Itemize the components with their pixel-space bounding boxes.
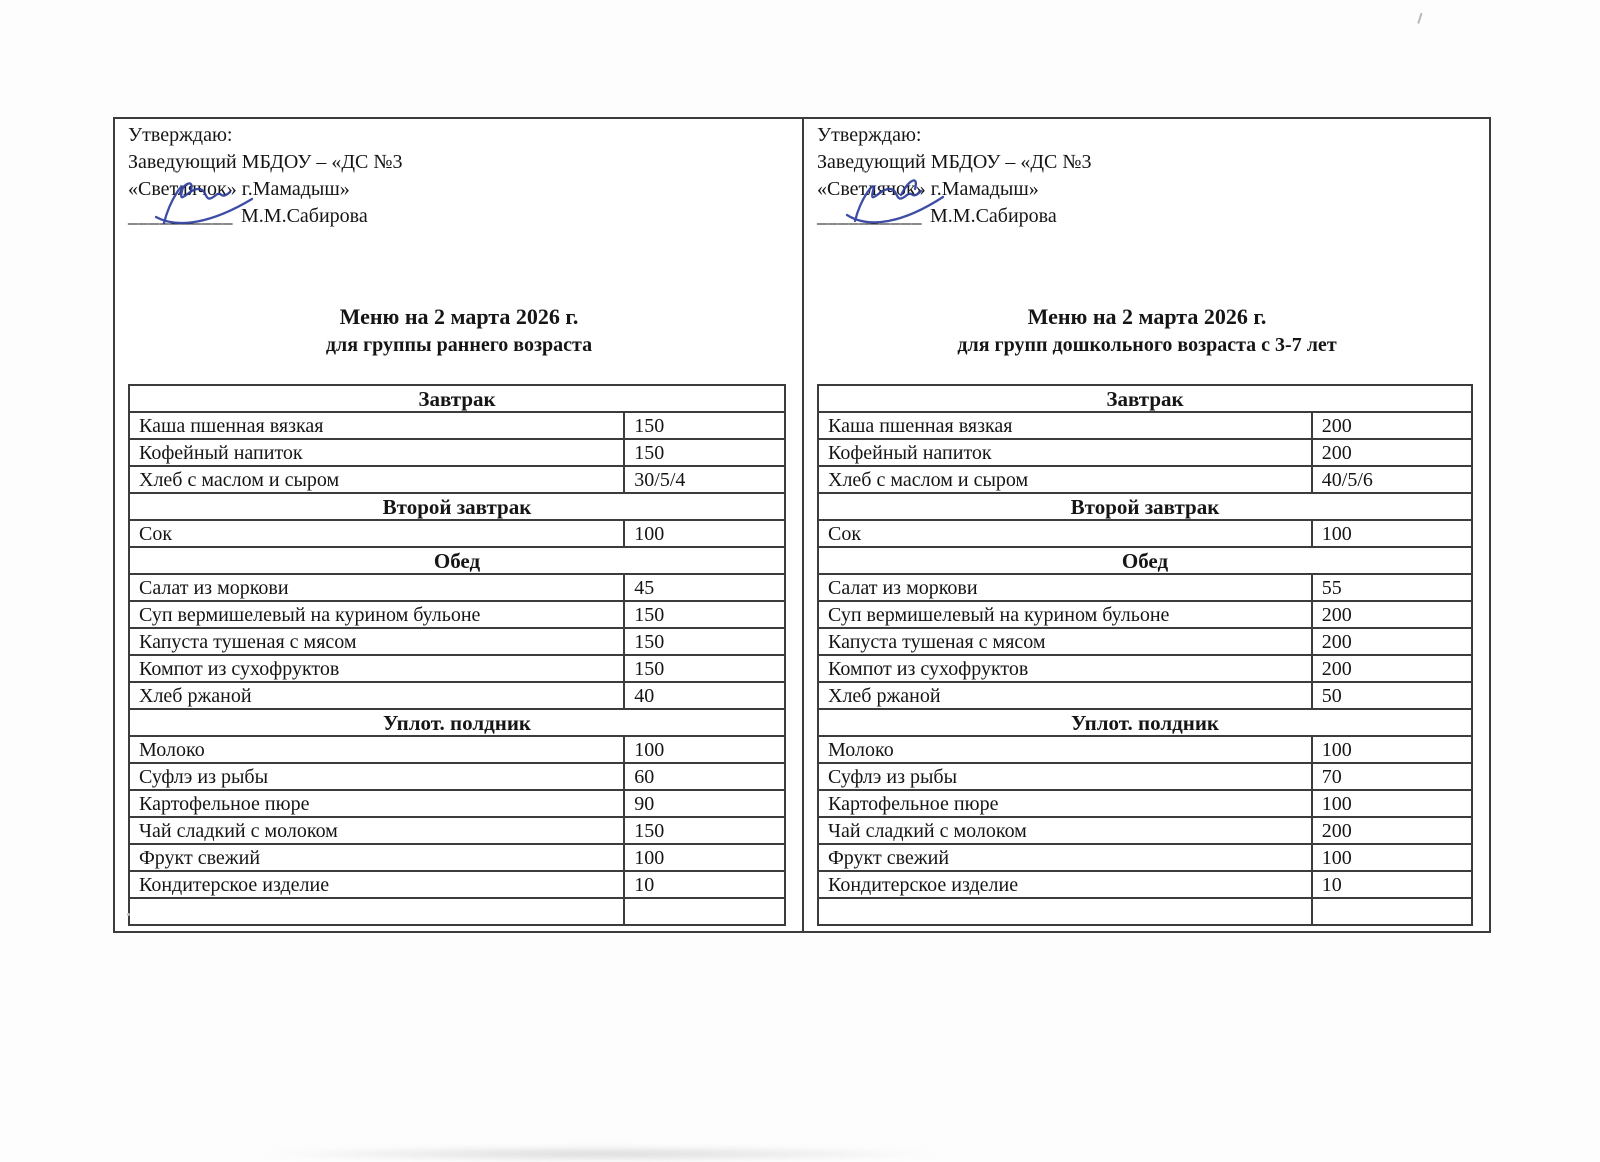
dish-name: Чай сладкий с молоком <box>129 817 624 844</box>
dish-name: Каша пшенная вязкая <box>129 412 624 439</box>
menu-row <box>129 682 785 709</box>
scan-artifact <box>250 1146 950 1162</box>
menu-row <box>129 466 785 493</box>
signer-name: М.М.Сабирова <box>241 205 368 227</box>
section-header: Второй завтрак <box>818 493 1472 520</box>
dish-name: Хлеб с маслом и сыром <box>129 466 624 493</box>
signer-name: М.М.Сабирова <box>930 205 1057 227</box>
section-header: Обед <box>129 547 785 574</box>
dish-name: Компот из сухофруктов <box>129 655 624 682</box>
dish-quantity: 55 <box>1312 574 1472 601</box>
menu-row <box>129 898 785 925</box>
dish-quantity: 100 <box>1312 736 1472 763</box>
approval-line: Заведующий МБДОУ – «ДС №3 <box>128 151 403 173</box>
menu-row <box>818 844 1472 871</box>
menu-row <box>129 790 785 817</box>
scanned-menu-sheet <box>113 117 1491 933</box>
section-header-row <box>818 385 1472 412</box>
dish-name: Картофельное пюре <box>129 790 624 817</box>
menu-row <box>818 763 1472 790</box>
dish-name: Компот из сухофруктов <box>818 655 1312 682</box>
dish-quantity: 90 <box>624 790 785 817</box>
menu-row <box>129 655 785 682</box>
dish-quantity: 40 <box>624 682 785 709</box>
dish-quantity: 150 <box>624 628 785 655</box>
menu-row <box>129 574 785 601</box>
menu-table-body <box>818 385 1472 925</box>
section-header: Уплот. полдник <box>129 709 785 736</box>
section-header-row <box>818 709 1472 736</box>
approval-line: «Светлячок» г.Мамадыш» <box>128 178 350 200</box>
dish-quantity: 150 <box>624 412 785 439</box>
menu-subtitle: для группы раннего возраста <box>325 334 593 356</box>
dish-quantity: 200 <box>1312 817 1472 844</box>
dish-quantity: 30/5/4 <box>624 466 785 493</box>
section-header-row <box>818 493 1472 520</box>
dish-name: Кондитерское изделие <box>129 871 624 898</box>
approval-line: Утверждаю: <box>128 124 233 146</box>
menu-row <box>129 844 785 871</box>
dish-quantity: 200 <box>1312 655 1472 682</box>
menu-row <box>129 736 785 763</box>
menu-row <box>818 628 1472 655</box>
dish-name: Каша пшенная вязкая <box>818 412 1312 439</box>
dish-quantity: 100 <box>624 736 785 763</box>
approval-line: Утверждаю: <box>817 124 922 146</box>
menu-row <box>129 439 785 466</box>
dish-quantity: 60 <box>624 763 785 790</box>
dish-name: Кофейный напиток <box>818 439 1312 466</box>
dish-name: Суп вермишелевый на курином бульоне <box>129 601 624 628</box>
menu-row <box>129 412 785 439</box>
menu-row <box>129 520 785 547</box>
dish-quantity: 200 <box>1312 439 1472 466</box>
dish-name: Суфлэ из рыбы <box>129 763 624 790</box>
dish-quantity: 100 <box>1312 790 1472 817</box>
dish-quantity: 200 <box>1312 412 1472 439</box>
menu-row <box>818 520 1472 547</box>
dish-name: Молоко <box>129 736 624 763</box>
dish-quantity: 100 <box>1312 520 1472 547</box>
menu-page-early-age <box>115 119 802 931</box>
dish-name: Хлеб ржаной <box>818 682 1312 709</box>
dish-quantity: 70 <box>1312 763 1472 790</box>
menu-row <box>818 466 1472 493</box>
dish-quantity <box>624 898 785 925</box>
dish-name <box>129 898 624 925</box>
dish-name: Салат из моркови <box>818 574 1312 601</box>
menu-title: Меню на 2 марта 2026 г. <box>1027 304 1267 329</box>
signature-line: __________ <box>128 205 233 227</box>
dish-quantity: 50 <box>1312 682 1472 709</box>
dish-name: Кондитерское изделие <box>818 871 1312 898</box>
dish-quantity: 10 <box>624 871 785 898</box>
scan-artifact <box>1412 11 1422 24</box>
menu-row <box>818 817 1472 844</box>
dish-name: Молоко <box>818 736 1312 763</box>
dish-name: Сок <box>818 520 1312 547</box>
menu-row <box>129 763 785 790</box>
menu-page-preschool <box>802 119 1489 931</box>
menu-row <box>818 412 1472 439</box>
dish-quantity: 150 <box>624 439 785 466</box>
dish-name <box>818 898 1312 925</box>
signature-row <box>817 203 1477 233</box>
menu-row <box>129 871 785 898</box>
dish-name: Кофейный напиток <box>129 439 624 466</box>
dish-name: Салат из моркови <box>129 574 624 601</box>
section-header-row <box>129 385 785 412</box>
menu-row <box>129 817 785 844</box>
section-header-row <box>129 547 785 574</box>
menu-title: Меню на 2 марта 2026 г. <box>339 304 579 329</box>
section-header: Уплот. полдник <box>818 709 1472 736</box>
dish-name: Чай сладкий с молоком <box>818 817 1312 844</box>
signature-line: __________ <box>817 205 922 227</box>
menu-row <box>818 601 1472 628</box>
dish-quantity: 150 <box>624 817 785 844</box>
dish-name: Картофельное пюре <box>818 790 1312 817</box>
dish-quantity: 150 <box>624 655 785 682</box>
title-block <box>128 303 790 358</box>
section-header: Завтрак <box>818 385 1472 412</box>
menu-row <box>818 790 1472 817</box>
menu-row <box>129 601 785 628</box>
dish-quantity: 150 <box>624 601 785 628</box>
signature-row <box>128 203 790 233</box>
dish-quantity: 200 <box>1312 628 1472 655</box>
section-header: Второй завтрак <box>129 493 785 520</box>
dish-name: Сок <box>129 520 624 547</box>
scan-artifact <box>127 913 130 916</box>
section-header: Завтрак <box>129 385 785 412</box>
approval-line: «Светлячок» г.Мамадыш» <box>817 178 1039 200</box>
dish-name: Фрукт свежий <box>129 844 624 871</box>
dish-name: Капуста тушеная с мясом <box>818 628 1312 655</box>
menu-row <box>818 574 1472 601</box>
dish-name: Капуста тушеная с мясом <box>129 628 624 655</box>
approval-block <box>128 122 790 233</box>
approval-line: Заведующий МБДОУ – «ДС №3 <box>817 151 1092 173</box>
menu-row <box>818 898 1472 925</box>
dish-quantity: 100 <box>624 520 785 547</box>
menu-table <box>128 384 786 926</box>
title-block <box>817 303 1477 358</box>
menu-table-body <box>129 385 785 925</box>
dish-quantity: 100 <box>1312 844 1472 871</box>
dish-name: Хлеб ржаной <box>129 682 624 709</box>
menu-row <box>818 736 1472 763</box>
menu-row <box>818 439 1472 466</box>
menu-row <box>129 628 785 655</box>
menu-row <box>818 655 1472 682</box>
menu-table <box>817 384 1473 926</box>
menu-row <box>818 871 1472 898</box>
section-header-row <box>818 547 1472 574</box>
section-header-row <box>129 709 785 736</box>
section-header: Обед <box>818 547 1472 574</box>
dish-name: Хлеб с маслом и сыром <box>818 466 1312 493</box>
dish-quantity: 45 <box>624 574 785 601</box>
dish-quantity: 40/5/6 <box>1312 466 1472 493</box>
dish-name: Фрукт свежий <box>818 844 1312 871</box>
dish-name: Суфлэ из рыбы <box>818 763 1312 790</box>
menu-subtitle: для групп дошкольного возраста с 3-7 лет <box>957 334 1337 356</box>
dish-quantity: 200 <box>1312 601 1472 628</box>
dish-quantity: 10 <box>1312 871 1472 898</box>
menu-row <box>818 682 1472 709</box>
dish-quantity <box>1312 898 1472 925</box>
approval-block <box>817 122 1477 233</box>
dish-quantity: 100 <box>624 844 785 871</box>
section-header-row <box>129 493 785 520</box>
dish-name: Суп вермишелевый на курином бульоне <box>818 601 1312 628</box>
